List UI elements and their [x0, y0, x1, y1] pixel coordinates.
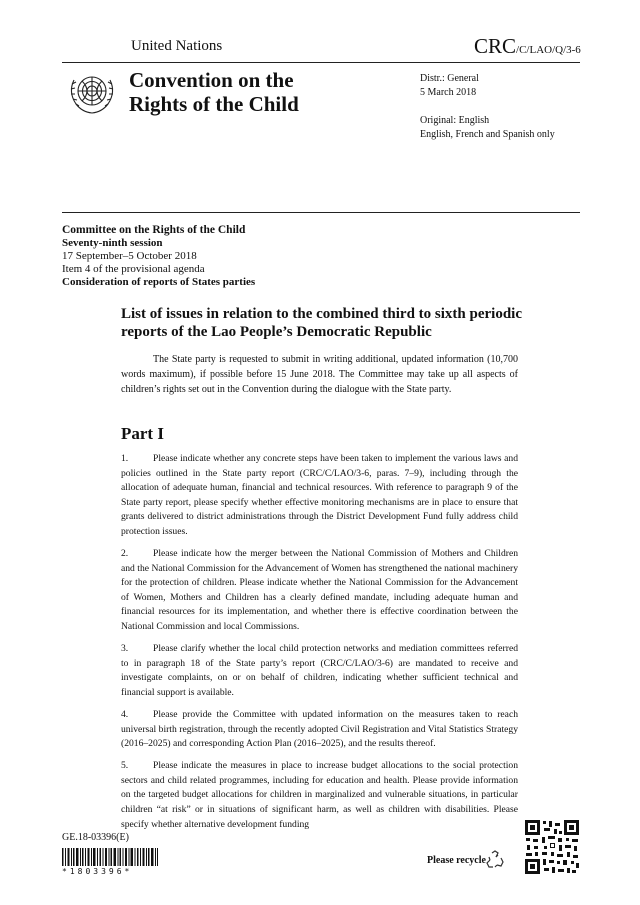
- paragraph: [121, 759, 518, 832]
- original-language: Original: English: [420, 115, 490, 126]
- paragraph-number: 5.: [121, 760, 129, 772]
- part-title: Part I: [121, 424, 164, 443]
- distribution-block: [420, 72, 479, 100]
- barcode-number: *1803396*: [62, 867, 133, 876]
- session-dates: 17 September–5 October 2018: [62, 250, 197, 262]
- paragraph: [121, 642, 518, 700]
- paragraph: [121, 547, 518, 635]
- consideration-line: Consideration of reports of States parties: [62, 276, 256, 288]
- header-rule: [62, 62, 580, 63]
- recycle-label: Please recycle: [427, 855, 486, 866]
- committee-name: Committee on the Rights of the Child: [62, 224, 246, 236]
- qr-code-icon: [524, 819, 580, 875]
- distribution-type: Distr.: General: [420, 73, 479, 84]
- paragraph-number: 4.: [121, 709, 129, 720]
- paragraph-number: 2.: [121, 548, 129, 560]
- paragraph-list: [121, 452, 518, 840]
- symbol-main: CRC: [474, 34, 517, 58]
- un-emblem-icon: [62, 66, 122, 118]
- section-rule: [62, 212, 580, 213]
- paragraph-number: 1.: [121, 453, 129, 464]
- intro-paragraph: The State party is requested to submit in writing additional, updated information (10,700 words maximum), if possible before 15 June 2018. The Committee may take up all aspects of children’s rights set out in the Convention during the dialogue with the State party.: [121, 354, 518, 395]
- language-block: [420, 114, 555, 142]
- paragraph-text: Please indicate the measures in place to increase budget allocations to the social protection sectors and child related programmes, including for education and health. Please provide information on the targeted budget allocations for children in marginalized and vulnerable situations, in particular children “at risk” or in situations of significant harm, as well as children with disabilities. Please specify whether alternative development funding: [121, 760, 518, 830]
- available-languages: English, French and Spanish only: [420, 129, 555, 140]
- org-name: United Nations: [131, 38, 223, 54]
- paragraph-text: Please provide the Committee with updated information on the measures taken to reach universal birth registration, through the recently adopted Civil Registration and Vital Statistics Strategy (2016–2025) and corresponding Action Plan (2016–2025), and the results thereof.: [121, 709, 518, 750]
- document-date: 5 March 2018: [420, 87, 477, 98]
- document-heading: List of issues in relation to the combined third to sixth periodic reports of the Lao People’s Democratic Republic: [121, 306, 522, 340]
- paragraph-number: 3.: [121, 643, 129, 655]
- symbol-sub: /C/LAO/Q/3-6: [516, 44, 581, 56]
- paragraph-text: Please clarify whether the local child protection networks and mediation committees referred to in paragraph 18 of the State party’s report (CRC/C/LAO/3-6) are mandated to receive and investigate complaints, on or on behalf of children, indicating whether sufficient technical and financial support is available.: [121, 643, 518, 698]
- document-symbol: [474, 34, 581, 59]
- session-name: Seventy-ninth session: [62, 237, 163, 249]
- footer-document-id: GE.18-03396(E): [62, 832, 129, 843]
- title-line-2: Rights of the Child: [129, 92, 299, 116]
- recycle-icon: [484, 849, 506, 871]
- title-line-1: Convention on the: [129, 68, 294, 92]
- paragraph-text: Please indicate whether any concrete steps have been taken to implement the various laws and policies outlined in the State party report (CRC/C/LAO/3-6, paras. 7–9), including through the allocation of adequate human, financial and technical resources. With reference to paragraph 9 of the State party report, please specify whether effective monitoring mechanisms are in place to ensure that grants delivered to district administrations through the District Development Fund fully address child protection issues.: [121, 453, 518, 537]
- paragraph: [121, 708, 518, 752]
- paragraph: [121, 452, 518, 540]
- committee-block: [62, 224, 462, 289]
- convention-title: [129, 68, 299, 116]
- barcode-icon: [62, 848, 158, 866]
- paragraph-text: Please indicate how the merger between the National Commission of Mothers and Children and the National Commission for the Advancement of Women has strengthened the national machinery for the protection of children. Please indicate whether the National Commission for the Advancement of Women, Mothers and Children has a clearly defined mandate, including adequate human and financial resources for its implementation, and whether there is effective coordination between the National Commission and local Commissions.: [121, 548, 518, 633]
- agenda-item: Item 4 of the provisional agenda: [62, 263, 205, 275]
